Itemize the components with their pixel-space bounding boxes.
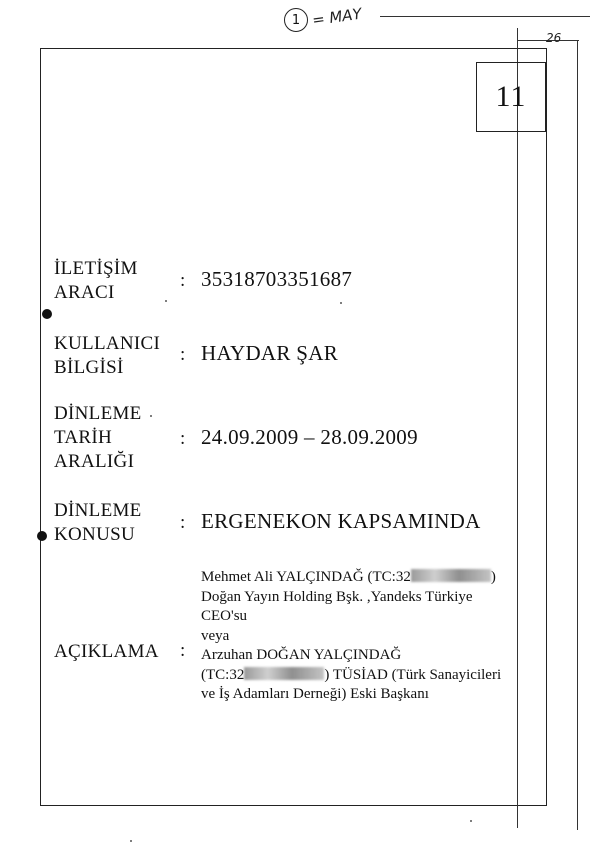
field-value-device-number: 35318703351687 <box>201 267 353 291</box>
circled-number: 1 <box>291 12 301 28</box>
page-number: 11 <box>495 80 527 113</box>
field-label-listening-subject: DİNLEME KONUSU <box>54 500 142 545</box>
handwritten-annotation: = MAY <box>310 4 363 30</box>
description-line: Doğan Yayın Holding Bşk. ,Yandeks Türkiye <box>201 588 473 605</box>
corner-page-number: 26 <box>546 31 562 45</box>
field-value-subject: ERGENEKON KAPSAMINDA <box>201 509 481 533</box>
page-number-box <box>476 62 546 132</box>
redacted-id <box>411 569 491 582</box>
field-value-date-range: 24.09.2009 – 28.09.2009 <box>201 425 418 449</box>
field-label-listening-date-range: DİNLEME TARİH ARALIĞI <box>54 403 142 472</box>
description-line: (TC:32 ) TÜSİAD (Türk Sanayicileri <box>201 666 502 683</box>
description-line: veya <box>201 627 230 644</box>
scan-speck <box>470 820 472 822</box>
scan-speck <box>150 415 152 417</box>
field-colon: : <box>180 428 186 449</box>
top-edge-line <box>380 16 590 17</box>
scan-speck <box>340 302 342 304</box>
fold-line <box>517 28 518 828</box>
page-edge-line <box>577 40 578 830</box>
field-label-user-info: KULLANICI BİLGİSİ <box>54 333 161 378</box>
circled-annotation <box>284 8 308 32</box>
description-text <box>201 568 536 705</box>
description-line: ve İş Adamları Derneği) Eski Başkanı <box>201 686 429 702</box>
scan-speck <box>165 300 167 302</box>
field-colon: : <box>180 344 186 365</box>
redacted-id <box>244 667 324 680</box>
field-colon: : <box>180 640 186 661</box>
field-label-description: AÇIKLAMA <box>54 641 159 662</box>
description-line: Mehmet Ali YALÇINDAĞ (TC:32 ) <box>201 569 496 585</box>
punch-hole <box>37 531 47 541</box>
description-line: Arzuhan DOĞAN YALÇINDAĞ <box>201 647 402 663</box>
field-value-user-name: HAYDAR ŞAR <box>201 341 339 365</box>
field-colon: : <box>180 270 186 291</box>
field-colon: : <box>180 512 186 533</box>
punch-hole <box>42 309 52 319</box>
field-label-communication-device: İLETİŞİM ARACI <box>54 258 138 303</box>
scan-speck <box>130 840 132 842</box>
description-line: CEO'su <box>201 608 248 624</box>
